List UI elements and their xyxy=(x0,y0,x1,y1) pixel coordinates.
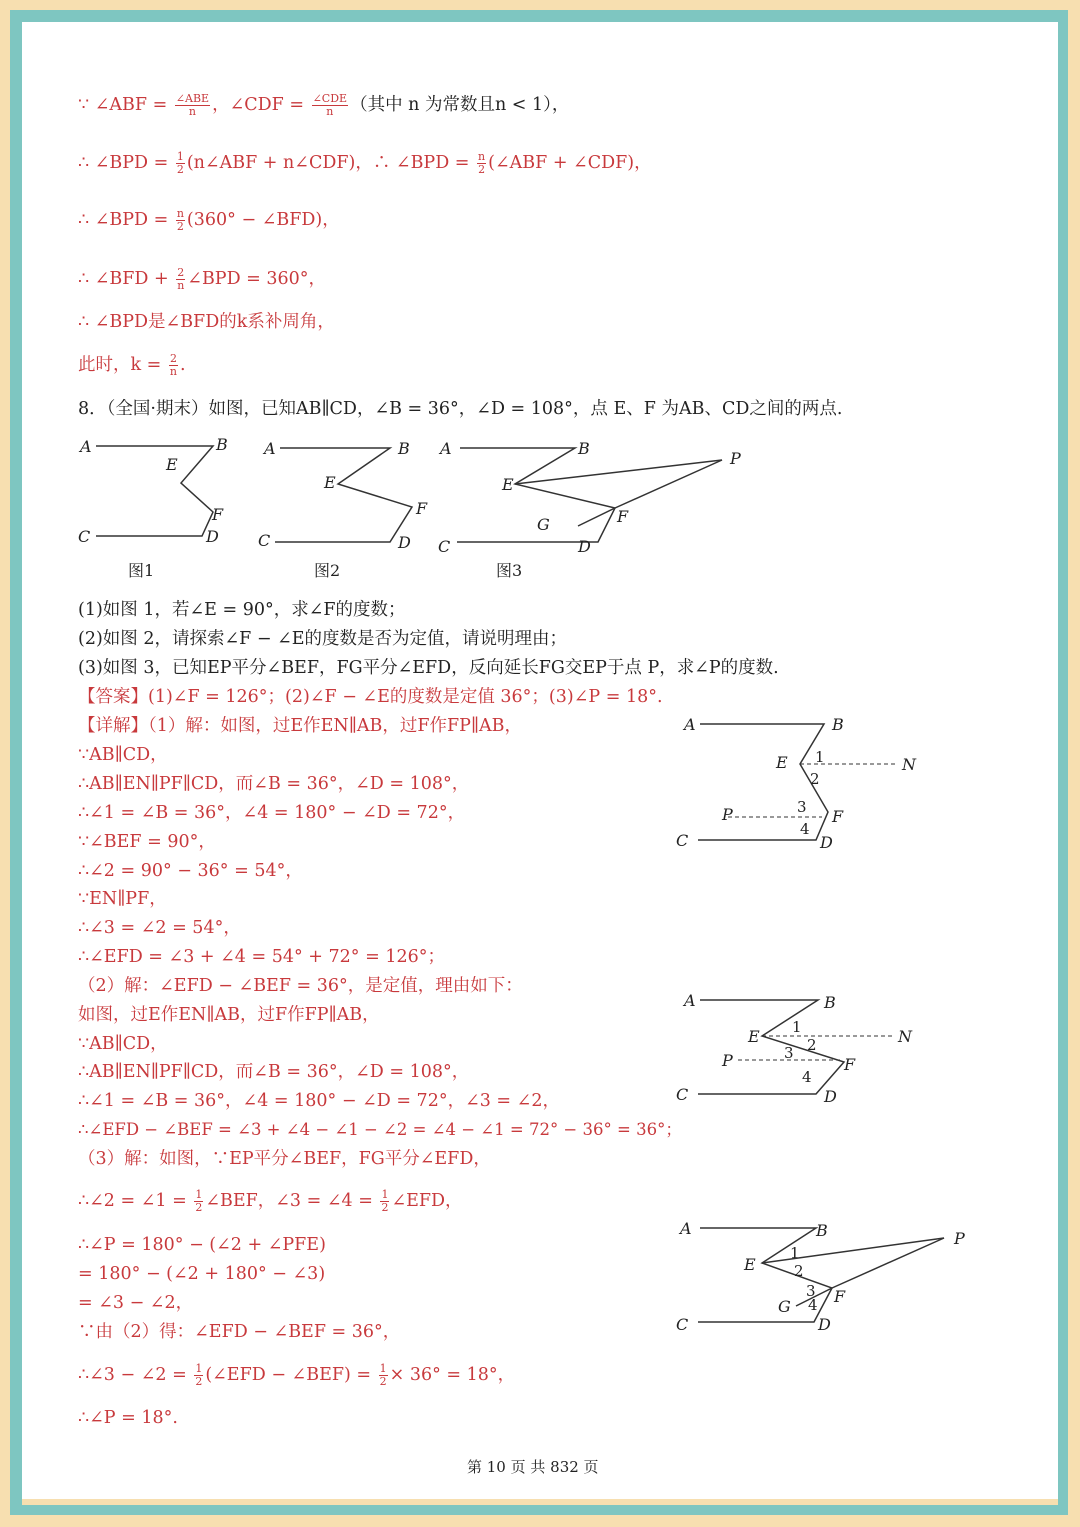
solution-line-22: ∴∠3 − ∠2 = $\frac{1}{2}$ (∠EFD − ∠BEF) = $\frac{1}{2}$ × 36° = 18°， xyxy=(78,1362,516,1388)
svg-text:A: A xyxy=(264,439,276,458)
proof-line-2: ∴ ∠BPD = $\frac{1}{2}$ (n∠ABF + n∠CDF)，∴ ∠BPD = $\frac{n}{2}$ (∠ABF + ∠CDF)， xyxy=(78,150,652,176)
solution-figure-3 xyxy=(672,1218,972,1338)
svg-text:E: E xyxy=(324,473,336,492)
solution-line-21: ∵由（2）得：∠EFD − ∠BEF = 36°， xyxy=(78,1322,401,1342)
question-figures xyxy=(70,432,741,592)
solution-line-11: 如图，过E作EN∥AB，过F作FP∥AB， xyxy=(78,1005,380,1025)
svg-text:C: C xyxy=(676,1315,689,1334)
svg-text:E: E xyxy=(744,1255,756,1274)
solution-line-4: ∴∠1 = ∠B = 36°，∠4 = 180° − ∠D = 72°， xyxy=(78,803,466,823)
svg-text:4: 4 xyxy=(800,820,810,838)
solution-line-8: ∴∠3 = ∠2 = 54°， xyxy=(78,918,241,938)
proof-line-6: 此时，k = $\frac{2}{n}$ . xyxy=(78,352,186,378)
svg-text:C: C xyxy=(438,537,451,556)
solution-line-20: = ∠3 − ∠2， xyxy=(78,1293,194,1313)
svg-text:4: 4 xyxy=(808,1296,818,1314)
solution-line-10: （2）解：∠EFD − ∠BEF = 36°，是定值，理由如下： xyxy=(78,976,523,996)
document-page xyxy=(22,22,1058,1505)
svg-text:E: E xyxy=(166,455,178,474)
proof-line-4: ∴ ∠BFD + $\frac{2}{n}$ ∠BPD = 360°， xyxy=(78,266,327,292)
svg-text:C: C xyxy=(676,831,689,850)
svg-text:D: D xyxy=(578,537,591,556)
svg-text:3: 3 xyxy=(784,1044,794,1062)
svg-text:4: 4 xyxy=(802,1068,812,1086)
svg-text:A: A xyxy=(684,991,696,1010)
proof-line-1: ∵ ∠ABF = $\frac{\text{∠ABE}}{n}$ ，∠CDF = $\frac{\text{∠CDE}}{n}$ （其中 n 为常数且n < 1）， xyxy=(78,92,570,118)
solution-line-1: 【详解】（1）解：如图，过E作EN∥AB，过F作FP∥AB， xyxy=(78,716,522,736)
svg-text:1: 1 xyxy=(815,748,825,766)
svg-text:N: N xyxy=(902,755,916,774)
svg-text:3: 3 xyxy=(797,798,807,816)
svg-text:F: F xyxy=(834,1287,846,1306)
svg-text:C: C xyxy=(258,531,271,550)
svg-text:B: B xyxy=(216,435,228,454)
svg-text:D: D xyxy=(820,833,833,852)
svg-text:B: B xyxy=(578,439,590,458)
svg-text:1: 1 xyxy=(792,1018,802,1036)
svg-text:F: F xyxy=(832,807,844,826)
svg-text:E: E xyxy=(776,753,788,772)
svg-text:G: G xyxy=(778,1297,791,1316)
solution-line-23: ∴∠P = 18°. xyxy=(78,1408,178,1428)
question-8-stem: 8．（全国·期末）如图，已知AB∥CD，∠B = 36°，∠D = 108°，点 E、F 为AB、CD之间的两点. xyxy=(78,399,843,419)
svg-text:A: A xyxy=(80,437,92,456)
solution-line-12: ∵AB∥CD， xyxy=(78,1034,168,1054)
solution-line-2: ∵AB∥CD， xyxy=(78,745,168,765)
figure-2-caption: 图2 xyxy=(314,561,341,580)
solution-line-17: ∴∠2 = ∠1 = $\frac{1}{2}$ ∠BEF，∠3 = ∠4 = $\frac{1}{2}$ ∠EFD， xyxy=(78,1188,463,1214)
svg-text:B: B xyxy=(824,993,836,1012)
svg-text:D: D xyxy=(206,527,219,546)
svg-text:F: F xyxy=(212,505,224,524)
solution-figure-2 xyxy=(672,988,932,1108)
solution-line-18: ∴∠P = 180° − (∠2 + ∠PFE) xyxy=(78,1235,326,1255)
proof-line-5: ∴ ∠BPD是∠BFD的k系补周角， xyxy=(78,312,335,332)
svg-text:D: D xyxy=(824,1087,837,1106)
svg-text:C: C xyxy=(78,527,91,546)
solution-line-19: = 180° − (∠2 + 180° − ∠3) xyxy=(78,1264,326,1284)
solution-figure-1 xyxy=(672,712,932,852)
solution-line-13: ∴AB∥EN∥PF∥CD，而∠B = 36°，∠D = 108°， xyxy=(78,1062,470,1082)
svg-text:P: P xyxy=(722,805,733,824)
figure-1 xyxy=(96,446,213,536)
figure-3 xyxy=(457,448,722,542)
solution-line-16: （3）解：如图，∵EP平分∠BEF，FG平分∠EFD， xyxy=(78,1149,491,1169)
svg-text:A: A xyxy=(680,1219,692,1238)
svg-text:B: B xyxy=(816,1221,828,1240)
solution-line-5: ∵∠BEF = 90°， xyxy=(78,832,216,852)
figure-1-caption: 图1 xyxy=(128,561,155,580)
svg-text:E: E xyxy=(502,475,514,494)
solution-line-7: ∵EN∥PF， xyxy=(78,889,167,909)
solution-line-15: ∴∠EFD − ∠BEF = ∠3 + ∠4 − ∠1 − ∠2 = ∠4 − ∠1 = 72° − 36° = 36°； xyxy=(78,1120,682,1139)
svg-text:D: D xyxy=(818,1315,831,1334)
solution-line-9: ∴∠EFD = ∠3 + ∠4 = 54° + 72° = 126°； xyxy=(78,947,445,967)
page-footer: 第 10 页 共 832 页 xyxy=(467,1458,599,1476)
svg-text:2: 2 xyxy=(794,1262,804,1280)
svg-text:F: F xyxy=(844,1055,856,1074)
solution-line-6: ∴∠2 = 90° − 36° = 54°， xyxy=(78,861,303,881)
svg-text:N: N xyxy=(898,1027,912,1046)
sub-question-2: (2)如图 2，请探索∠F − ∠E的度数是否为定值，请说明理由； xyxy=(78,629,568,649)
svg-text:A: A xyxy=(440,439,452,458)
figure-3-caption: 图3 xyxy=(496,561,523,580)
svg-text:G: G xyxy=(537,515,550,534)
svg-text:1: 1 xyxy=(790,1244,800,1262)
solution-line-3: ∴AB∥EN∥PF∥CD，而∠B = 36°，∠D = 108°， xyxy=(78,774,470,794)
svg-text:D: D xyxy=(398,533,411,552)
svg-text:B: B xyxy=(398,439,410,458)
sub-question-3: (3)如图 3，已知EP平分∠BEF，FG平分∠EFD，反向延长FG交EP于点 P，求∠P的度数. xyxy=(78,658,779,678)
figure-2 xyxy=(275,448,412,542)
svg-text:2: 2 xyxy=(810,770,820,788)
svg-text:F: F xyxy=(416,499,428,518)
svg-text:B: B xyxy=(832,715,844,734)
sub-question-1: (1)如图 1，若∠E = 90°，求∠F的度数； xyxy=(78,600,406,620)
svg-text:C: C xyxy=(676,1085,689,1104)
svg-text:P: P xyxy=(954,1229,965,1248)
svg-text:2: 2 xyxy=(807,1036,817,1054)
proof-line-3: ∴ ∠BPD = $\frac{n}{2}$ (360° − ∠BFD)， xyxy=(78,207,340,233)
svg-text:F: F xyxy=(617,507,629,526)
solution-line-14: ∴∠1 = ∠B = 36°，∠4 = 180° − ∠D = 72°，∠3 = ∠2， xyxy=(78,1091,560,1111)
answer-line: 【答案】(1)∠F = 126°；(2)∠F − ∠E的度数是定值 36°；(3)∠P = 18°. xyxy=(78,687,663,707)
svg-text:P: P xyxy=(730,449,741,468)
svg-text:P: P xyxy=(722,1051,733,1070)
svg-text:3: 3 xyxy=(806,1282,816,1300)
svg-text:A: A xyxy=(684,715,696,734)
svg-text:E: E xyxy=(748,1027,760,1046)
